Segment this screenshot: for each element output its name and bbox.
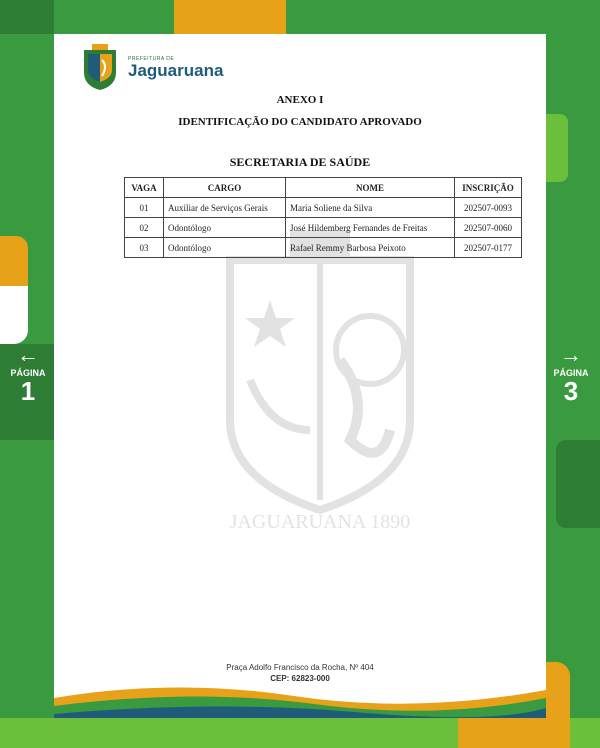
table-row xyxy=(125,218,522,238)
section-title: SECRETARIA DE SAÚDE xyxy=(229,155,371,169)
decor-lime-right xyxy=(546,114,568,182)
prefeitura-logo xyxy=(80,42,223,92)
cell-nome: José Hildemberg Fernandes de Freitas xyxy=(286,218,455,238)
cell-inscricao: 202507-0093 xyxy=(455,198,522,218)
arrow-right-icon: → xyxy=(560,342,582,367)
table-row xyxy=(125,198,522,218)
cell-cargo: Auxiliar de Serviços Gerais xyxy=(164,198,286,218)
cell-nome: Maria Soliene da Silva xyxy=(286,198,455,218)
header-inscricao: INSCRIÇÃO xyxy=(455,178,522,198)
footer-address: Praça Adolfo Francisco da Rocha, Nº 404 xyxy=(226,663,374,672)
next-page-number: 3 xyxy=(563,376,579,406)
document-page xyxy=(54,34,546,718)
decor-orange-top xyxy=(174,0,286,34)
cell-vaga: 03 xyxy=(125,238,164,258)
decor-dark-right xyxy=(556,440,600,528)
document-title: IDENTIFICAÇÃO DO CANDIDATO APROVADO xyxy=(178,116,422,128)
footer-waves xyxy=(54,678,546,718)
header-nome: NOME xyxy=(286,178,455,198)
table-header-row xyxy=(125,178,522,198)
next-page-label: PÁGINA xyxy=(553,368,589,378)
prev-page-button[interactable] xyxy=(0,344,58,404)
coat-of-arms-watermark xyxy=(210,230,430,530)
next-page-button[interactable] xyxy=(541,344,600,404)
cell-vaga: 01 xyxy=(125,198,164,218)
logo-prefix: PREFEITURA DE xyxy=(128,55,175,62)
decor-orange-left xyxy=(0,236,28,286)
decor-dark-left-top xyxy=(0,0,54,34)
prev-page-label: PÁGINA xyxy=(10,368,46,378)
approved-candidates-table xyxy=(124,177,522,258)
cell-inscricao: 202507-0177 xyxy=(455,238,522,258)
arrow-left-icon: ← xyxy=(17,342,39,367)
logo-name: Jaguaruana xyxy=(128,60,224,80)
prev-page-number: 1 xyxy=(20,376,36,406)
coat-of-arms-icon xyxy=(80,42,120,92)
header-vaga: VAGA xyxy=(125,178,164,198)
cell-nome: Rafael Remmy Barbosa Peixoto xyxy=(286,238,455,258)
cell-cargo: Odontólogo xyxy=(164,218,286,238)
annex-heading: ANEXO I xyxy=(276,94,324,106)
watermark-text: JAGUARUANA 1890 xyxy=(229,511,411,530)
table-row xyxy=(125,238,522,258)
cell-cargo: Odontólogo xyxy=(164,238,286,258)
decor-white-left xyxy=(0,286,28,344)
cell-inscricao: 202507-0060 xyxy=(455,218,522,238)
header-cargo: CARGO xyxy=(164,178,286,198)
footer-cep: CEP: 62823-000 xyxy=(270,674,330,683)
cell-vaga: 02 xyxy=(125,218,164,238)
